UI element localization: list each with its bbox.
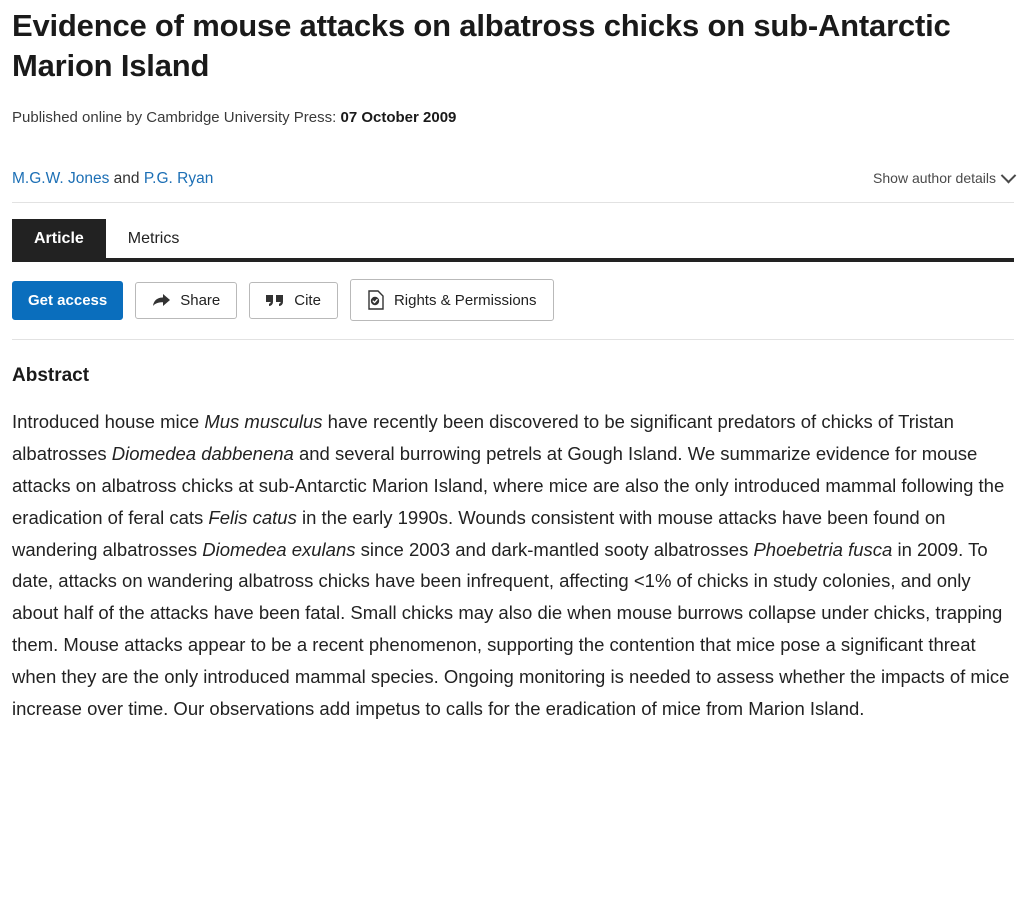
tab-metrics[interactable]: Metrics	[106, 219, 202, 258]
authors-row	[12, 170, 1014, 203]
chevron-down-icon	[1001, 168, 1017, 184]
tab-bar	[12, 219, 1014, 262]
abstract-species-name: Mus musculus	[204, 411, 323, 433]
abstract-species-name: Diomedea exulans	[202, 538, 356, 560]
share-label: Share	[180, 291, 221, 309]
abstract-text-run: in 2009. To date, attacks on wandering albatross chicks have been infrequent, affecting <1% of chicks in study colonies, and only about half of the attacks have been fatal. Small chicks may also die when mouse burrows collapse under chicks, trapping them. Mouse attacks appear to be a recent phenomenon, supporting the contention that mice pose a significant threat when they are the only introduced mammal species. Ongoing monitoring is needed to assess whether the impacts of mice increase over time. Our observations add impetus to calls for the eradication of mice from Marion Island.	[12, 538, 1010, 719]
published-online-label: Published online by Cambridge University Press:	[12, 109, 337, 127]
tab-article[interactable]: Article	[12, 219, 106, 258]
cite-label: Cite	[294, 291, 321, 309]
cite-button[interactable]	[249, 282, 338, 319]
author-conjunction-label: and	[113, 170, 140, 188]
show-author-details-toggle[interactable]	[873, 170, 1014, 186]
page-title: Evidence of mouse attacks on albatross chicks on sub-Antarctic Marion Island	[12, 8, 951, 83]
abstract-species-name: Phoebetria fusca	[753, 538, 893, 560]
abstract-text-run: have recently been discovered to be significant predators of chicks of Tristan albatrosses	[12, 411, 954, 465]
abstract-text-run: since 2003 and dark-mantled sooty albatrosses	[355, 538, 754, 560]
article-page	[0, 6, 1026, 724]
rights-label: Rights & Permissions	[393, 291, 537, 309]
abstract-text-run: Introduced house mice	[12, 411, 205, 433]
abstract-species-name: Felis catus	[208, 506, 297, 528]
abstract-text-run: in the early 1990s. Wounds consistent with mouse attacks have been found on wandering albatrosses	[12, 506, 946, 560]
abstract-species-name: Diomedea dabbenena	[111, 443, 294, 465]
abstract-text-run: and several burrowing petrels at Gough Island. We summarize evidence for mouse attacks on albatross chicks at sub-Antarctic Marion Island, where mice are also the only introduced mammal following the eradication of feral cats	[12, 443, 1005, 528]
author-list	[12, 170, 213, 188]
rights-permissions-button[interactable]	[350, 279, 554, 321]
published-date: 07 October 2009	[340, 109, 457, 127]
show-author-details-label: Show author details	[873, 170, 996, 187]
author-link-1[interactable]: M.G.W. Jones	[12, 170, 110, 188]
action-toolbar	[12, 262, 1014, 340]
abstract-heading: Abstract	[12, 365, 90, 387]
document-check-icon	[367, 290, 385, 310]
author-link-2[interactable]: P.G. Ryan	[143, 170, 214, 188]
abstract-text	[12, 406, 1014, 724]
get-access-button[interactable]: Get access	[12, 281, 123, 320]
share-button[interactable]	[135, 282, 237, 319]
publication-info	[12, 109, 1014, 126]
quote-icon	[266, 293, 285, 308]
share-icon	[152, 293, 171, 308]
